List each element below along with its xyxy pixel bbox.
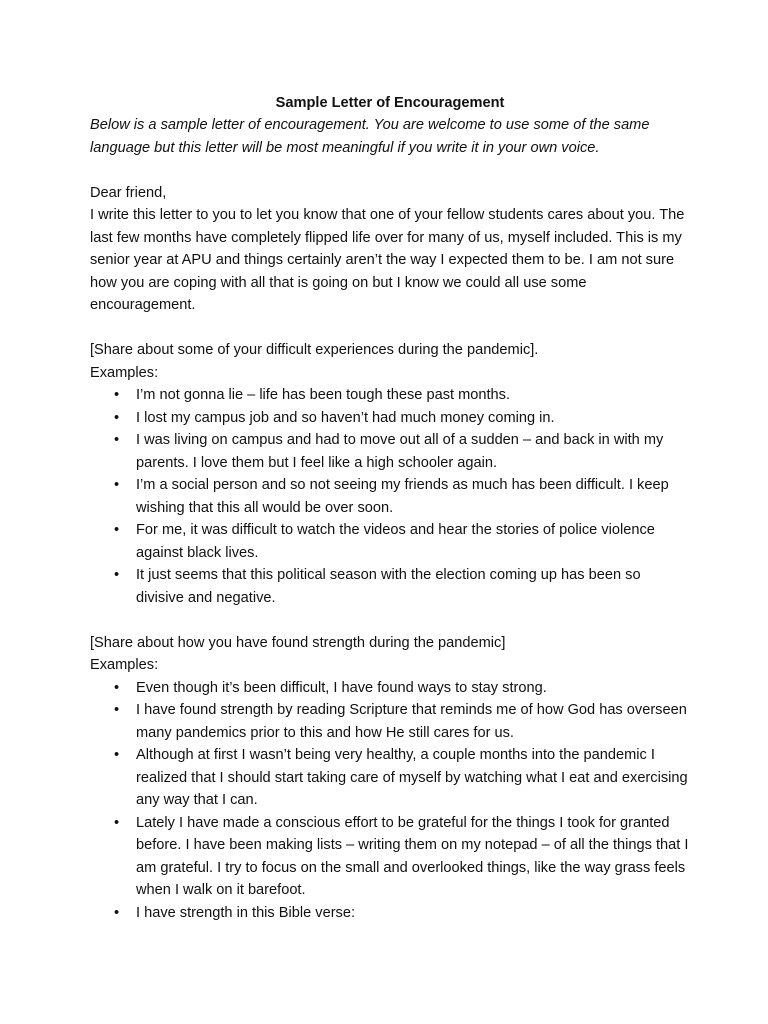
section2-examples-label: Examples: [90,657,159,673]
greeting: Dear friend, [90,184,167,201]
spacer [90,317,690,340]
list-item: • I was living on campus and had to move out all of a sudden – and back in with my parents. I love them but I feel like a high schooler again. [90,429,690,474]
list-item: • I’m not gonna lie – life has been tough these past months. [90,384,690,407]
section1-heading: [Share about some of your difficult experiences during the pandemic]. [90,342,539,358]
list-item: • Even though it’s been difficult, I have found ways to stay strong. [90,677,690,700]
list-item: • I have found strength by reading Scripture that reminds me of how God has overseen many pandemics prior to this and how He still cares for us. [90,699,690,744]
spacer [90,609,690,632]
list-item: • I’m a social person and so not seeing my friends as much has been difficult. I keep wishing that this all would be over soon. [90,474,690,519]
list-item: • It just seems that this political season with the election coming up has been so divisive and negative. [90,564,690,609]
list-item: • I have strength in this Bible verse: [90,902,690,925]
opening-paragraph: I write this letter to you to let you know that one of your fellow students cares about you. The last few months have completely flipped life over for many of us, myself included. This is my senior year at APU and things certainly aren’t the way I expected them to be. I am not sure how you are coping with all that is going on but I know we could all use some encouragement. [90,207,685,313]
list-item: • Although at first I wasn’t being very healthy, a couple months into the pandemic I realized that I should start taking care of myself by watching what I eat and exercising any way that I can. [90,744,690,812]
document-title: Sample Letter of Encouragement [275,95,505,111]
intro-text: Below is a sample letter of encouragement. You are welcome to use some of the same language but this letter will be most meaningful if you write it in your own voice. [90,117,650,156]
list-item: • Lately I have made a conscious effort to be grateful for the things I took for granted before. I have been making lists – writing them on my notepad – of all the things that I am grateful. I try to focus on the small and overlooked things, like the way grass feels when I walk on it barefoot. [90,812,690,902]
spacer [90,159,690,182]
list-item: • I lost my campus job and so haven’t had much money coming in. [90,407,690,430]
section1-list [90,384,690,609]
list-item: • For me, it was difficult to watch the videos and hear the stories of police violence against black lives. [90,519,690,564]
section2-list [90,677,690,925]
document-page [90,92,690,924]
section1-examples-label: Examples: [90,364,159,381]
section2-heading: [Share about how you have found strength during the pandemic] [90,634,506,651]
